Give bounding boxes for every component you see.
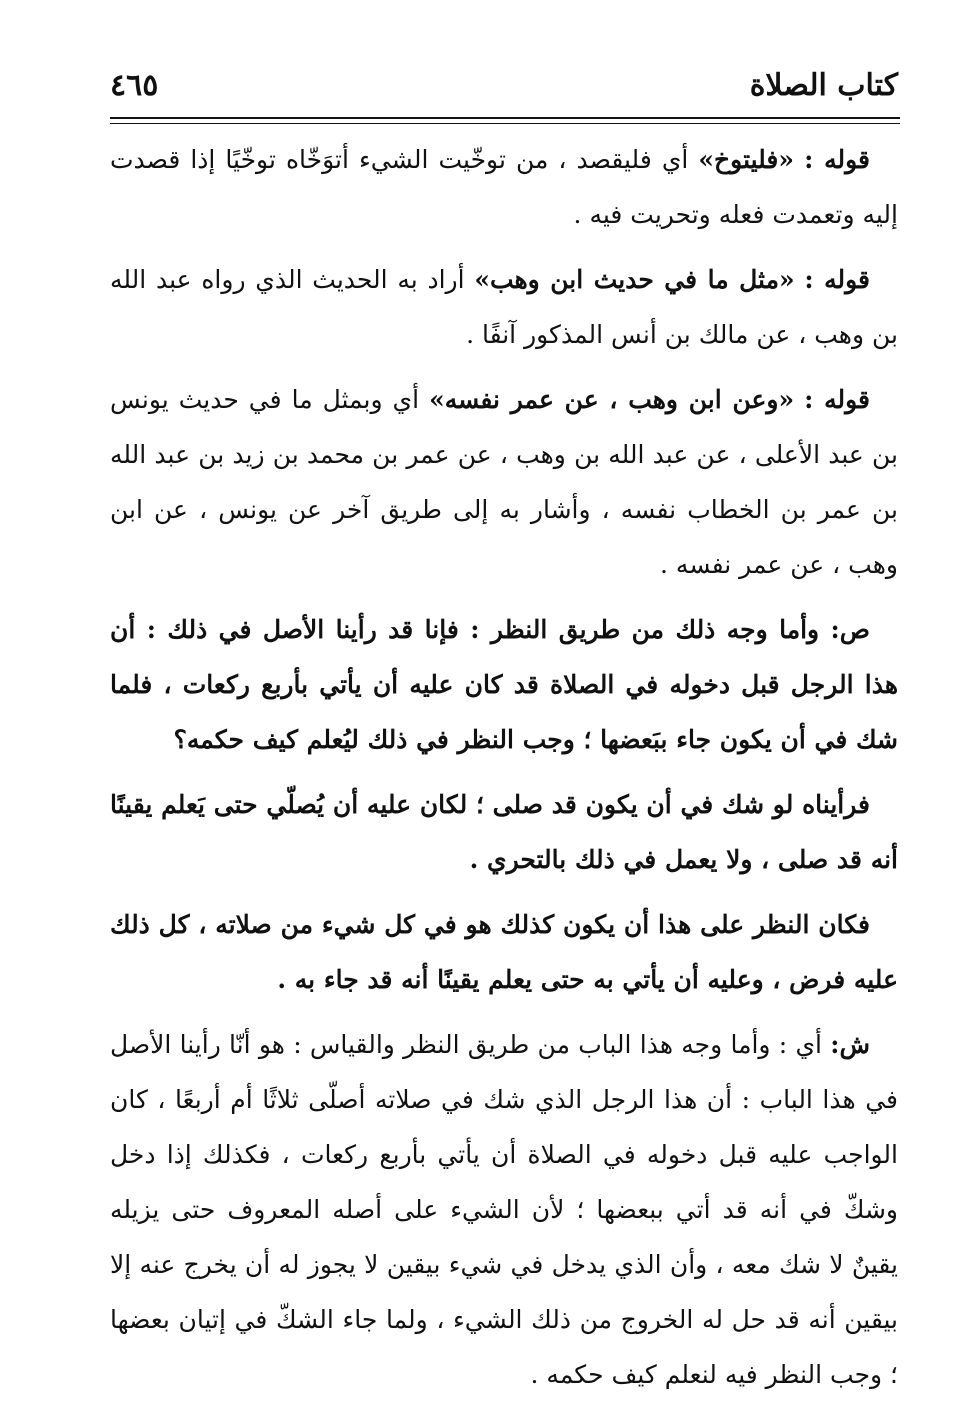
header-rule-thin [110, 123, 900, 124]
page-header [110, 58, 898, 118]
quoted-phrase: «فليتوخ» [698, 145, 795, 174]
paragraph-text: أي : وأما وجه هذا الباب من طريق النظر والقياس : هو أنّا رأينا الأصل في هذا الباب : أن هذا الرجل الذي شك في صلاته أصلّى ثلاثًا أم أربعًا ، كان الواجب عليه قبل دخوله في الصلاة أن يأتي بأربع ركعات ، فكذلك إذا دخل وشكّ في أنه قد أتي ببعضها ؛ لأن الشيء على أصله المعروف حتى يزيله يقينٌ لا شك معه ، وأن الذي يدخل في شيء بيقين لا يجوز له أن يخرج عنه إلا بيقين أنه قد حل له الخروج من ذلك الشيء ، ولما جاء الشكّ في إتيان بعضها ؛ وجب النظر فيه لنعلم كيف حكمه . [110, 1030, 898, 1389]
running-title: كتاب الصلاة [749, 68, 898, 103]
paragraph-label: قوله : [804, 145, 870, 174]
quoted-phrase: «وعن ابن وهب ، عن عمر نفسه» [429, 385, 795, 414]
paragraph-label: قوله : [804, 385, 870, 414]
paragraph-text: أراد به الحديث الذي رواه عبد الله بن وهب ، عن مالك بن أنس المذكور آنفًا . [110, 265, 898, 349]
paragraph-text: وأما وجه ذلك من طريق النظر : فإنا قد رأينا الأصل في ذلك : أن هذا الرجل قبل دخوله في الصلاة قد كان عليه أن يأتي بأربع ركعات ، فلما شك في أن يكون جاء ببَعضها ؛ وجب النظر في ذلك ليُعلم كيف حكمه؟ [110, 615, 898, 754]
paragraph-text: فرأيناه لو شك في أن يكون قد صلى ؛ لكان عليه أن يُصلّي حتى يَعلم يقينًا أنه قد صلى ، ولا يعمل في ذلك بالتحري . [110, 790, 898, 874]
main-text-paragraph [110, 897, 898, 1007]
header-rule [110, 117, 900, 119]
paragraph-text: فكان النظر على هذا أن يكون كذلك هو في كل شيء من صلاته ، كل ذلك عليه فرض ، وعليه أن يأتي به حتى يعلم يقينًا أنه قد جاء به . [110, 910, 898, 994]
page-body [110, 132, 898, 1412]
main-text-paragraph [110, 602, 898, 767]
commentary-paragraph [110, 132, 898, 242]
page-number: ٤٦٥ [110, 68, 159, 103]
paragraph-label: ص: [830, 615, 870, 644]
quoted-phrase: «مثل ما في حديث ابن وهب» [474, 265, 795, 294]
explanation-paragraph [110, 1017, 898, 1402]
commentary-paragraph [110, 252, 898, 362]
paragraph-label: ش: [830, 1030, 870, 1059]
main-text-paragraph [110, 777, 898, 887]
paragraph-text: أي فليقصد ، من توخّيت الشيء أتوَخّاه توخّيًا إذا قصدت إليه وتعمدت فعله وتحريت فيه . [110, 145, 898, 229]
commentary-paragraph [110, 372, 898, 592]
paragraph-label: قوله : [804, 265, 870, 294]
paragraph-text: أي وبمثل ما في حديث يونس بن عبد الأعلى ، عن عبد الله بن وهب ، عن عمر بن محمد بن زيد بن عبد الله بن عمر بن الخطاب نفسه ، وأشار به إلى طريق آخر عن يونس ، عن ابن وهب ، عن عمر نفسه . [110, 385, 898, 579]
